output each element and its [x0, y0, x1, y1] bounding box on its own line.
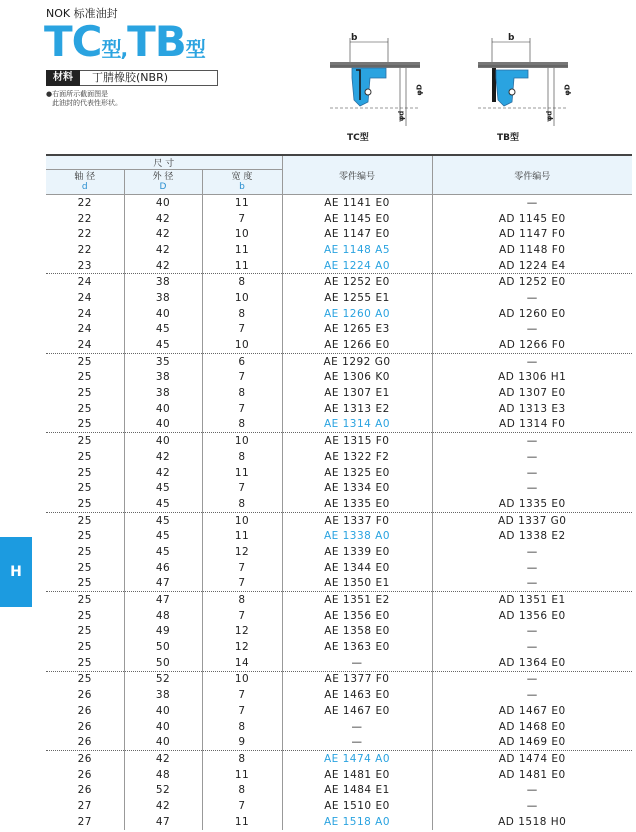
width-cell: 11 — [202, 767, 282, 783]
tc-part-cell: — — [282, 655, 432, 671]
outer-cell: 42 — [124, 258, 202, 274]
tb-part-cell: AD 1467 E0 — [432, 703, 632, 719]
shaft-cell: 22 — [77, 228, 92, 241]
width-cell: 7 — [202, 576, 282, 592]
table-row — [46, 544, 632, 560]
width-cell: 8 — [202, 274, 282, 290]
table-row — [46, 480, 632, 496]
material-value: 丁腈橡胶(NBR) — [92, 71, 169, 84]
table-row — [46, 258, 632, 274]
table-row — [46, 417, 632, 433]
tb-part-cell: AD 1468 E0 — [432, 719, 632, 735]
section-tab-h[interactable]: H — [0, 537, 32, 607]
tc-caption: TC型 — [347, 133, 369, 143]
width-cell: 9 — [202, 734, 282, 750]
outer-cell: 50 — [124, 639, 202, 655]
width-cell: 8 — [202, 719, 282, 735]
table-row — [46, 337, 632, 353]
outer-cell: 47 — [124, 576, 202, 592]
shaft-cell: 25 — [77, 482, 92, 495]
shaft-cell: 25 — [46, 417, 124, 433]
shaft-cell: 22 — [77, 196, 92, 209]
table-body — [46, 195, 632, 830]
tc-part-cell: AE 1338 A0 — [282, 528, 432, 544]
shaft-cell: 26 — [77, 704, 92, 717]
tc-part-cell: AE 1141 E0 — [282, 195, 432, 211]
table-row — [46, 211, 632, 227]
shaft-cell: 24 — [77, 291, 92, 304]
outer-cell: 45 — [124, 322, 202, 338]
shaft-cell: 26 — [77, 784, 92, 797]
shaft-cell: 26 — [77, 720, 92, 733]
table-row — [46, 608, 632, 624]
width-cell: 7 — [202, 608, 282, 624]
shaft-cell: 24 — [77, 276, 92, 289]
outer-header — [124, 170, 202, 195]
width-cell: 8 — [202, 592, 282, 608]
tc-part-header: 零件编号 — [282, 155, 432, 195]
table-row — [46, 496, 632, 512]
tb-part-cell: — — [432, 449, 632, 465]
tb-part-cell: — — [432, 687, 632, 703]
shaft-cell: 25 — [77, 530, 92, 543]
tc-part-cell: AE 1467 E0 — [282, 703, 432, 719]
tb-dim-b: b — [508, 33, 515, 43]
tb-dim-d: φd — [545, 110, 554, 122]
outer-cell: 52 — [124, 671, 202, 687]
width-cell: 11 — [202, 465, 282, 481]
width-cell: 14 — [202, 655, 282, 671]
note-line1: ●右面所示截面图是 — [46, 90, 109, 98]
tc-part-cell: AE 1518 A0 — [282, 814, 432, 830]
shaft-cell: 24 — [77, 323, 92, 336]
shaft-cell: 25 — [77, 466, 92, 479]
tb-part-cell: AD 1518 H0 — [432, 814, 632, 830]
shaft-cell: 25 — [77, 625, 92, 638]
width-cell: 10 — [202, 433, 282, 449]
tc-part-cell: AE 1255 E1 — [282, 290, 432, 306]
table-row — [46, 655, 632, 671]
table-row — [46, 639, 632, 655]
tb-part-cell: AD 1356 E0 — [432, 608, 632, 624]
width-cell: 10 — [202, 512, 282, 528]
table-row — [46, 814, 632, 830]
outer-cell: 52 — [124, 782, 202, 798]
width-cell: 7 — [202, 370, 282, 386]
table-row — [46, 767, 632, 783]
outer-cell: 47 — [124, 592, 202, 608]
outer-cell: 42 — [124, 798, 202, 814]
tc-part-cell: AE 1322 F2 — [282, 449, 432, 465]
tc-part-cell: AE 1356 E0 — [282, 608, 432, 624]
table-row — [46, 703, 632, 719]
tc-part-cell: AE 1363 E0 — [282, 639, 432, 655]
tc-part-cell: AE 1463 E0 — [282, 687, 432, 703]
width-cell: 6 — [202, 353, 282, 369]
tb-part-cell: — — [432, 544, 632, 560]
tb-part-cell: AD 1338 E2 — [432, 528, 632, 544]
tb-part-cell: — — [432, 433, 632, 449]
shaft-cell: 22 — [77, 243, 92, 256]
table-row — [46, 433, 632, 449]
tc-part-cell: AE 1484 E1 — [282, 782, 432, 798]
width-cell: 11 — [202, 242, 282, 258]
tb-seal-diagram — [478, 30, 578, 130]
shaft-cell: 23 — [46, 258, 124, 274]
outer-cell: 45 — [124, 496, 202, 512]
shaft-header — [46, 170, 124, 195]
table-row — [46, 353, 632, 369]
tb-part-cell: AD 1252 E0 — [432, 274, 632, 290]
table-row — [46, 751, 632, 767]
width-cell: 12 — [202, 639, 282, 655]
title-sep2: 型 — [185, 37, 205, 61]
tc-part-cell: AE 1147 E0 — [282, 226, 432, 242]
shaft-cell: 25 — [77, 609, 92, 622]
tb-part-cell: — — [432, 576, 632, 592]
shaft-cell: 26 — [77, 752, 92, 765]
tb-part-cell: — — [432, 480, 632, 496]
tb-part-cell: AD 1306 H1 — [432, 370, 632, 386]
outer-cell: 42 — [124, 211, 202, 227]
outer-cell: 38 — [124, 385, 202, 401]
table-row — [46, 449, 632, 465]
tb-part-cell: AD 1224 E4 — [432, 258, 632, 274]
tc-part-cell: AE 1481 E0 — [282, 767, 432, 783]
outer-cell: 45 — [124, 528, 202, 544]
width-cell: 12 — [202, 624, 282, 640]
shaft-cell: 26 — [77, 768, 92, 781]
tb-part-cell: AD 1145 E0 — [432, 211, 632, 227]
shaft-cell: 25 — [77, 594, 92, 607]
outer-cell: 48 — [124, 767, 202, 783]
tb-part-cell: — — [432, 290, 632, 306]
table-row — [46, 734, 632, 750]
outer-cell: 42 — [124, 751, 202, 767]
width-cell: 8 — [202, 306, 282, 322]
width-cell: 7 — [202, 687, 282, 703]
size-header: 尺 寸 — [46, 155, 282, 170]
shaft-cell: 25 — [77, 561, 92, 574]
width-cell: 7 — [202, 560, 282, 576]
outer-cell: 42 — [124, 465, 202, 481]
tb-part-cell: AD 1307 E0 — [432, 385, 632, 401]
shaft-cell: 25 — [46, 576, 124, 592]
tc-part-cell: AE 1314 A0 — [282, 417, 432, 433]
tb-part-cell: AD 1469 E0 — [432, 734, 632, 750]
shaft-cell: 25 — [77, 402, 92, 415]
outer-cell: 49 — [124, 624, 202, 640]
shaft-cell: 25 — [46, 655, 124, 671]
outer-cell: 42 — [124, 242, 202, 258]
width-cell: 11 — [202, 258, 282, 274]
tb-part-cell: AD 1314 F0 — [432, 417, 632, 433]
tc-part-cell: AE 1252 E0 — [282, 274, 432, 290]
tc-part-cell: AE 1358 E0 — [282, 624, 432, 640]
tb-part-cell: AD 1313 E3 — [432, 401, 632, 417]
tc-part-cell: AE 1351 E2 — [282, 592, 432, 608]
shaft-cell: 25 — [77, 641, 92, 654]
width-cell: 8 — [202, 782, 282, 798]
tb-part-cell: — — [432, 353, 632, 369]
shaft-cell: 25 — [77, 371, 92, 384]
shaft-cell: 25 — [77, 673, 92, 686]
tb-part-cell: AD 1148 F0 — [432, 242, 632, 258]
tb-part-cell: AD 1337 G0 — [432, 512, 632, 528]
table-row — [46, 624, 632, 640]
tc-part-cell: AE 1315 F0 — [282, 433, 432, 449]
width-cell: 10 — [202, 290, 282, 306]
table-row — [46, 671, 632, 687]
tc-part-cell: — — [282, 734, 432, 750]
tb-part-cell: AD 1335 E0 — [432, 496, 632, 512]
tc-part-cell: AE 1339 E0 — [282, 544, 432, 560]
shaft-cell: 25 — [77, 514, 92, 527]
outer-cell: 48 — [124, 608, 202, 624]
brand-text: NOK 标准油封 — [46, 7, 118, 20]
table-row — [46, 560, 632, 576]
tc-part-cell: AE 1474 A0 — [282, 751, 432, 767]
tb-part-cell: AD 1351 E1 — [432, 592, 632, 608]
width-cell: 7 — [202, 211, 282, 227]
tb-part-cell: — — [432, 195, 632, 211]
table-row — [46, 687, 632, 703]
table-row — [46, 576, 632, 592]
tc-part-cell: AE 1306 K0 — [282, 370, 432, 386]
outer-cell: 45 — [124, 544, 202, 560]
tc-part-cell: AE 1377 F0 — [282, 671, 432, 687]
table-row — [46, 226, 632, 242]
table-row — [46, 401, 632, 417]
tb-part-cell: — — [432, 560, 632, 576]
outer-cell: 45 — [124, 512, 202, 528]
width-cell: 7 — [202, 401, 282, 417]
width-cell: 8 — [202, 449, 282, 465]
shaft-cell: 24 — [46, 337, 124, 353]
outer-cell: 40 — [124, 433, 202, 449]
width-cell: 11 — [202, 528, 282, 544]
outer-symbol: D — [159, 182, 167, 192]
material-label: 材料 — [46, 70, 80, 86]
tb-part-cell: AD 1474 E0 — [432, 751, 632, 767]
width-cell: 12 — [202, 544, 282, 560]
table-row — [46, 528, 632, 544]
page-title — [44, 18, 205, 73]
shaft-symbol: d — [81, 182, 88, 192]
width-cell: 7 — [202, 322, 282, 338]
width-cell: 7 — [202, 798, 282, 814]
table-row — [46, 242, 632, 258]
outer-cell: 47 — [124, 814, 202, 830]
tc-part-cell: AE 1344 E0 — [282, 560, 432, 576]
tb-part-cell: AD 1364 E0 — [432, 655, 632, 671]
outer-cell: 38 — [124, 370, 202, 386]
outer-cell: 46 — [124, 560, 202, 576]
tc-part-cell: — — [282, 719, 432, 735]
width-cell: 10 — [202, 337, 282, 353]
width-cell: 7 — [202, 480, 282, 496]
table-row — [46, 782, 632, 798]
tc-part-cell: AE 1266 E0 — [282, 337, 432, 353]
shaft-cell: 25 — [77, 435, 92, 448]
note — [46, 90, 122, 108]
table-row — [46, 465, 632, 481]
shaft-cell: 25 — [77, 355, 92, 368]
tb-part-cell: AD 1266 F0 — [432, 337, 632, 353]
tc-dim-D: φD — [415, 84, 424, 96]
tc-part-cell: AE 1307 E1 — [282, 385, 432, 401]
table-row — [46, 385, 632, 401]
outer-cell: 45 — [124, 480, 202, 496]
width-cell: 8 — [202, 751, 282, 767]
outer-cell: 38 — [124, 274, 202, 290]
tb-part-cell: — — [432, 782, 632, 798]
tc-part-cell: AE 1292 G0 — [282, 353, 432, 369]
tb-part-cell: — — [432, 465, 632, 481]
table-row — [46, 592, 632, 608]
shaft-cell: 24 — [77, 307, 92, 320]
tc-part-cell: AE 1313 E2 — [282, 401, 432, 417]
width-symbol: b — [239, 182, 245, 192]
width-cell: 8 — [202, 385, 282, 401]
width-cell: 11 — [202, 814, 282, 830]
outer-cell: 40 — [124, 401, 202, 417]
outer-cell: 45 — [124, 337, 202, 353]
outer-cell: 40 — [124, 734, 202, 750]
table-row — [46, 290, 632, 306]
width-cell: 8 — [202, 417, 282, 433]
tb-dim-D: φD — [563, 84, 572, 96]
tc-part-cell: AE 1510 E0 — [282, 798, 432, 814]
shaft-cell: 27 — [77, 815, 92, 828]
outer-cell: 40 — [124, 719, 202, 735]
outer-cell: 40 — [124, 703, 202, 719]
outer-label: 外 径 — [152, 172, 174, 182]
shaft-cell: 25 — [77, 545, 92, 558]
tc-part-cell: AE 1350 E1 — [282, 576, 432, 592]
tb-part-header: 零件编号 — [432, 155, 632, 195]
tc-part-cell: AE 1145 E0 — [282, 211, 432, 227]
table-row — [46, 370, 632, 386]
tb-caption: TB型 — [497, 133, 519, 143]
tc-seal-diagram — [330, 30, 430, 130]
outer-cell: 40 — [124, 195, 202, 211]
outer-cell: 38 — [124, 687, 202, 703]
shaft-cell: 25 — [77, 387, 92, 400]
outer-cell: 38 — [124, 290, 202, 306]
dimension-table — [46, 154, 632, 830]
outer-cell: 35 — [124, 353, 202, 369]
tc-dim-b: b — [351, 33, 358, 43]
title-tb: TB — [127, 17, 186, 66]
outer-cell: 40 — [124, 306, 202, 322]
table-row — [46, 195, 632, 211]
shaft-cell: 26 — [77, 689, 92, 702]
outer-cell: 42 — [124, 226, 202, 242]
table-row — [46, 306, 632, 322]
outer-cell: 50 — [124, 655, 202, 671]
tc-part-cell: AE 1224 A0 — [282, 258, 432, 274]
width-cell: 11 — [202, 195, 282, 211]
shaft-cell: 25 — [46, 496, 124, 512]
table-row — [46, 512, 632, 528]
tb-part-cell: AD 1147 F0 — [432, 226, 632, 242]
note-line2: 此油封的代表性形状。 — [52, 99, 122, 107]
shaft-cell: 26 — [46, 734, 124, 750]
tb-part-cell: — — [432, 639, 632, 655]
shaft-label: 轴 径 — [74, 172, 96, 182]
shaft-cell: 27 — [77, 799, 92, 812]
tb-part-cell: — — [432, 322, 632, 338]
tb-part-cell: — — [432, 671, 632, 687]
outer-cell: 42 — [124, 449, 202, 465]
tc-part-cell: AE 1337 F0 — [282, 512, 432, 528]
width-cell: 7 — [202, 703, 282, 719]
width-header — [202, 170, 282, 195]
table-row — [46, 322, 632, 338]
tc-part-cell: AE 1335 E0 — [282, 496, 432, 512]
tc-part-cell: AE 1148 A5 — [282, 242, 432, 258]
shaft-cell: 25 — [77, 450, 92, 463]
table-row — [46, 719, 632, 735]
outer-cell: 40 — [124, 417, 202, 433]
width-cell: 10 — [202, 671, 282, 687]
table-row — [46, 798, 632, 814]
width-cell: 10 — [202, 226, 282, 242]
table-row — [46, 274, 632, 290]
tb-part-cell: — — [432, 798, 632, 814]
width-cell: 8 — [202, 496, 282, 512]
tb-part-cell: — — [432, 624, 632, 640]
tb-part-cell: AD 1260 E0 — [432, 306, 632, 322]
title-tc: TC — [44, 17, 102, 66]
tc-part-cell: AE 1334 E0 — [282, 480, 432, 496]
tc-part-cell: AE 1260 A0 — [282, 306, 432, 322]
width-label: 宽 度 — [231, 172, 253, 182]
tc-part-cell: AE 1325 E0 — [282, 465, 432, 481]
tc-dim-d: φd — [397, 110, 406, 122]
tc-part-cell: AE 1265 E3 — [282, 322, 432, 338]
shaft-cell: 22 — [77, 212, 92, 225]
tb-part-cell: AD 1481 E0 — [432, 767, 632, 783]
title-sep1: 型, — [101, 37, 128, 61]
